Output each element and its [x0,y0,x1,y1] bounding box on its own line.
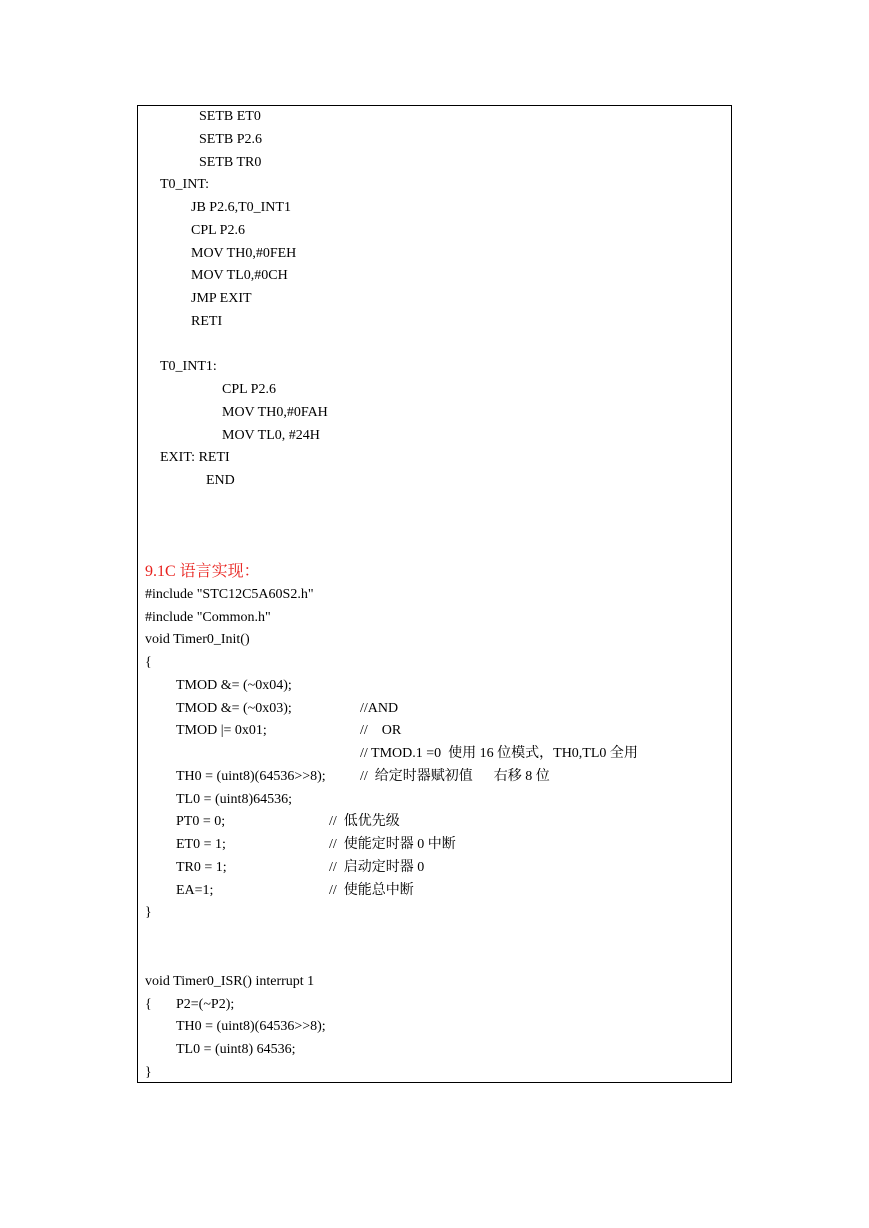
section-heading: 9.1C 语言实现： [145,563,260,580]
asm-label: T0_INT1: [160,359,217,374]
asm-line: END [206,473,235,488]
code-line: TMOD &= (~0x03); [176,701,292,716]
code-line: { [145,997,152,1012]
asm-label: EXIT: RETI [160,450,230,465]
code-comment: // TMOD.1 =0 使用 16 位模式，TH0,TL0 全用 [360,746,638,761]
code-line: } [145,1065,152,1080]
asm-label: T0_INT: [160,177,210,192]
asm-line: CPL P2.6 [191,223,245,238]
code-line: { [145,655,152,670]
asm-line: MOV TH0,#0FAH [222,405,328,420]
code-line: void Timer0_Init() [145,632,250,647]
asm-line: RETI [191,314,223,329]
code-line: P2=(~P2); [176,997,235,1012]
code-line: #include "Common.h" [145,610,271,625]
code-comment: // OR [360,723,402,738]
asm-line: SETB TR0 [199,155,262,170]
code-line: TL0 = (uint8)64536; [176,792,292,807]
code-line: TR0 = 1; [176,860,227,875]
asm-line: JB P2.6,T0_INT1 [191,200,291,215]
code-line: void Timer0_ISR() interrupt 1 [145,974,315,989]
code-comment: //AND [360,701,399,716]
asm-line: SETB ET0 [199,109,261,124]
code-line: ET0 = 1; [176,837,226,852]
asm-line: MOV TL0,#0CH [191,268,288,283]
code-comment: // 给定时器赋初值 右移 8 位 [360,769,550,784]
code-line: TMOD |= 0x01; [176,723,267,738]
code-line: TH0 = (uint8)(64536>>8); [176,1019,326,1034]
code-line: PT0 = 0; [176,814,226,829]
code-line: TH0 = (uint8)(64536>>8); [176,769,326,784]
code-comment: // 使能定时器 0 中断 [329,837,456,852]
code-line: TL0 = (uint8) 64536; [176,1042,296,1057]
asm-line: SETB P2.6 [199,132,263,147]
code-line: #include "STC12C5A60S2.h" [145,587,314,602]
asm-line: MOV TL0, #24H [222,428,320,443]
code-line: } [145,905,152,920]
code-comment: // 低优先级 [329,814,400,829]
asm-line: MOV TH0,#0FEH [191,246,297,261]
code-line: EA=1; [176,883,214,898]
code-comment: // 使能总中断 [329,883,414,898]
asm-line: JMP EXIT [191,291,252,306]
code-line: TMOD &= (~0x04); [176,678,292,693]
asm-line: CPL P2.6 [222,382,276,397]
code-comment: // 启动定时器 0 [329,860,425,875]
